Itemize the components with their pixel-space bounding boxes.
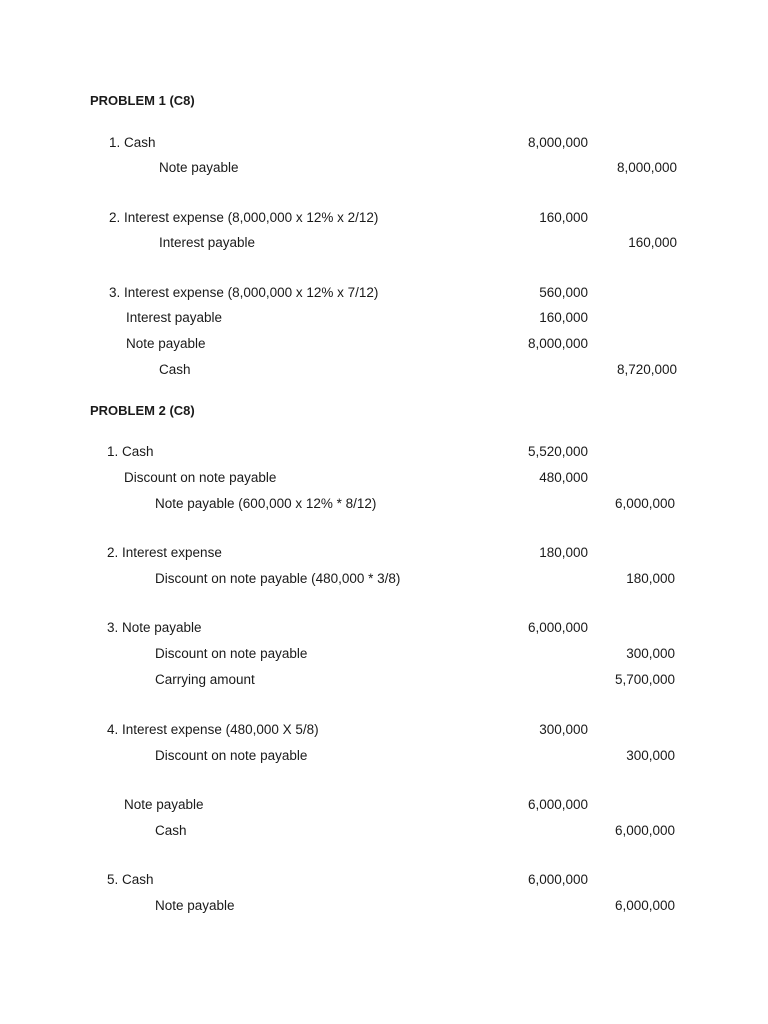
journal-line <box>0 822 768 840</box>
journal-line <box>0 570 768 588</box>
debit-amount: 5,520,000 <box>527 444 588 459</box>
debit-amount: 180,000 <box>539 545 588 560</box>
line-description: 4. Interest expense (480,000 X 5/8) <box>107 722 319 737</box>
journal-line <box>0 645 768 663</box>
line-description: 1. Cash <box>107 444 154 459</box>
line-description: Cash <box>159 362 191 377</box>
line-description: Note payable <box>159 160 239 175</box>
credit-amount: 300,000 <box>626 646 675 661</box>
line-description: Cash <box>155 823 187 838</box>
line-description: 3. Interest expense (8,000,000 x 12% x 7/12) <box>109 285 379 300</box>
debit-amount: 8,000,000 <box>527 336 588 351</box>
credit-amount: 8,000,000 <box>616 160 677 175</box>
journal-line <box>0 871 768 889</box>
journal-line <box>0 209 768 227</box>
line-description: Interest payable <box>126 310 223 325</box>
line-description: 5. Cash <box>107 872 154 887</box>
journal-line <box>0 897 768 915</box>
credit-amount: 6,000,000 <box>614 898 675 913</box>
journal-line <box>0 159 768 177</box>
line-description: 3. Note payable <box>107 620 202 635</box>
debit-amount: 300,000 <box>539 722 588 737</box>
journal-line <box>0 796 768 814</box>
problem-2-heading: PROBLEM 2 (C8) <box>90 403 195 418</box>
credit-amount: 5,700,000 <box>614 672 675 687</box>
debit-amount: 6,000,000 <box>527 620 588 635</box>
journal-line <box>0 361 768 379</box>
journal-line <box>0 469 768 487</box>
line-description: Carrying amount <box>155 672 255 687</box>
journal-line <box>0 619 768 637</box>
journal-line <box>0 721 768 739</box>
journal-line <box>0 284 768 302</box>
line-description: Note payable <box>155 898 235 913</box>
journal-line <box>0 443 768 461</box>
line-description: Discount on note payable <box>155 748 308 763</box>
journal-line <box>0 544 768 562</box>
credit-amount: 180,000 <box>626 571 675 586</box>
credit-amount: 6,000,000 <box>614 823 675 838</box>
journal-line <box>0 747 768 765</box>
credit-amount: 6,000,000 <box>614 496 675 511</box>
line-description: 2. Interest expense (8,000,000 x 12% x 2/12) <box>109 210 379 225</box>
line-description: 2. Interest expense <box>107 545 222 560</box>
line-description: Note payable <box>126 336 206 351</box>
debit-amount: 480,000 <box>539 470 588 485</box>
credit-amount: 8,720,000 <box>616 362 677 377</box>
line-description: Interest payable <box>159 235 256 250</box>
debit-amount: 6,000,000 <box>527 872 588 887</box>
line-description: Note payable (600,000 x 12% * 8/12) <box>155 496 377 511</box>
credit-amount: 300,000 <box>626 748 675 763</box>
journal-line <box>0 309 768 327</box>
journal-line <box>0 134 768 152</box>
line-description: Discount on note payable <box>124 470 277 485</box>
journal-line <box>0 671 768 689</box>
debit-amount: 560,000 <box>539 285 588 300</box>
line-description: 1. Cash <box>109 135 156 150</box>
debit-amount: 160,000 <box>539 210 588 225</box>
debit-amount: 160,000 <box>539 310 588 325</box>
debit-amount: 8,000,000 <box>527 135 588 150</box>
debit-amount: 6,000,000 <box>527 797 588 812</box>
journal-line <box>0 495 768 513</box>
journal-line <box>0 335 768 353</box>
line-description: Note payable <box>124 797 204 812</box>
line-description: Discount on note payable (480,000 * 3/8) <box>155 571 401 586</box>
journal-line <box>0 234 768 252</box>
line-description: Discount on note payable <box>155 646 308 661</box>
credit-amount: 160,000 <box>628 235 677 250</box>
problem-1-heading: PROBLEM 1 (C8) <box>90 93 195 108</box>
